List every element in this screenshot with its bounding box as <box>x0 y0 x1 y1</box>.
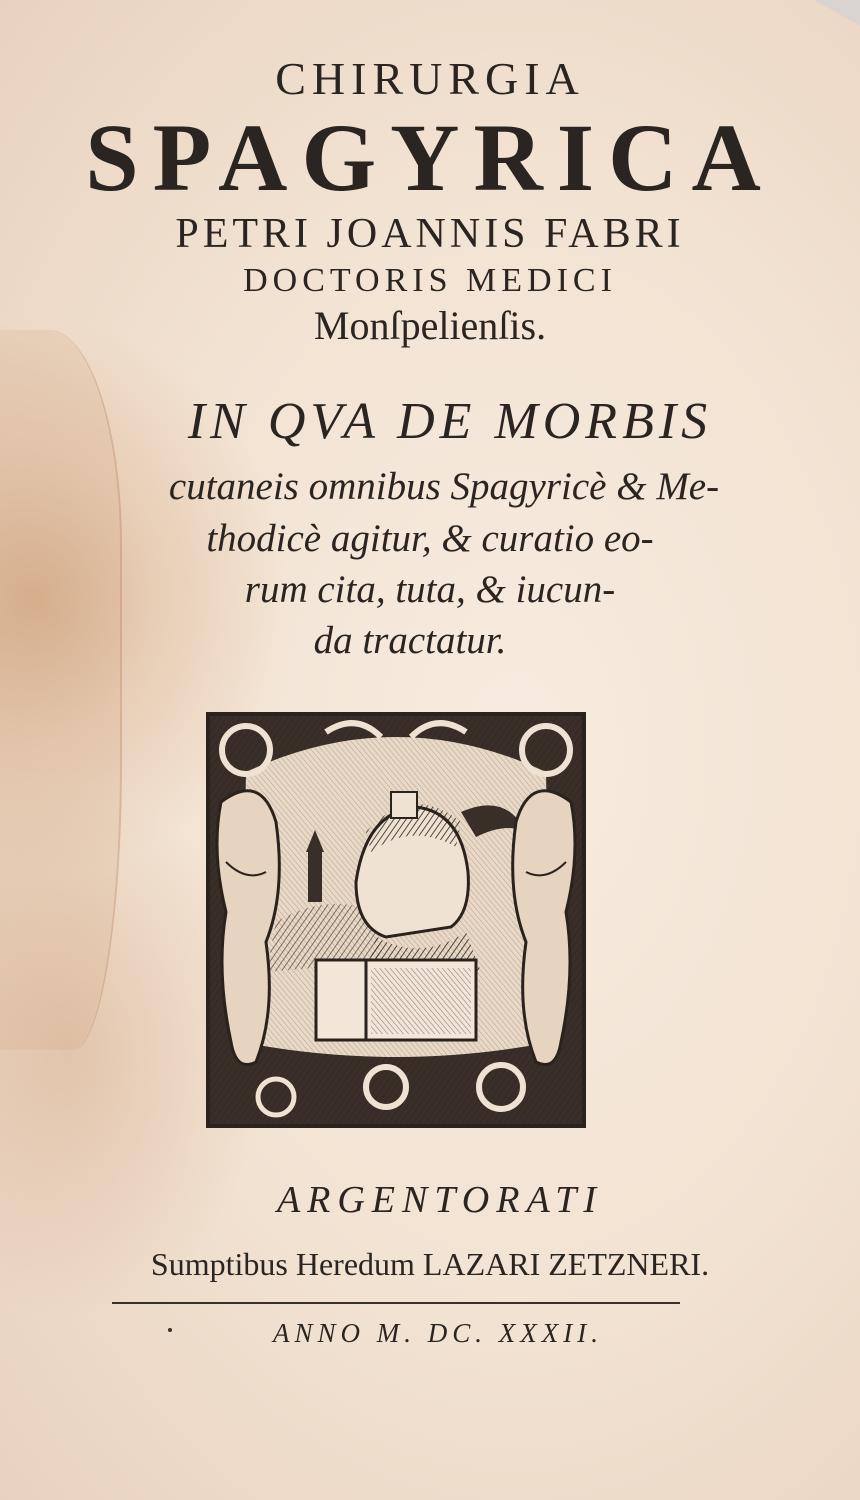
subtitle-line-3: thodicè agitur, & curatio eo- <box>206 517 654 560</box>
author-title-line: DOCTORIS MEDICI <box>243 262 617 299</box>
subtitle-line-5: da tractatur. <box>313 619 507 662</box>
imprint-place: ARGENTORATI <box>276 1179 604 1221</box>
imprint-publisher: Sumptibus Heredum LAZARI ZETZNERI. <box>150 1246 710 1282</box>
imprint-year: ANNO M. DC. XXXII. <box>273 1318 603 1348</box>
subtitle-line-1: IN QVA DE MORBIS <box>187 393 713 450</box>
woodcut-printers-device-icon <box>206 712 586 1128</box>
title-line-1: CHIRURGIA <box>275 53 585 104</box>
subtitle-line-4: rum cita, tuta, & iucun- <box>244 568 616 611</box>
page-corner-fold <box>814 0 860 26</box>
subtitle-line-2: cutaneis omnibus Spagyricè & Me- <box>168 465 720 508</box>
title-line-2: SPAGYRICA <box>85 104 775 211</box>
author-origin-line: Monſpelienſis. <box>313 303 547 348</box>
author-line: PETRI JOANNIS FABRI <box>175 211 685 257</box>
imprint-rule <box>112 1302 680 1304</box>
